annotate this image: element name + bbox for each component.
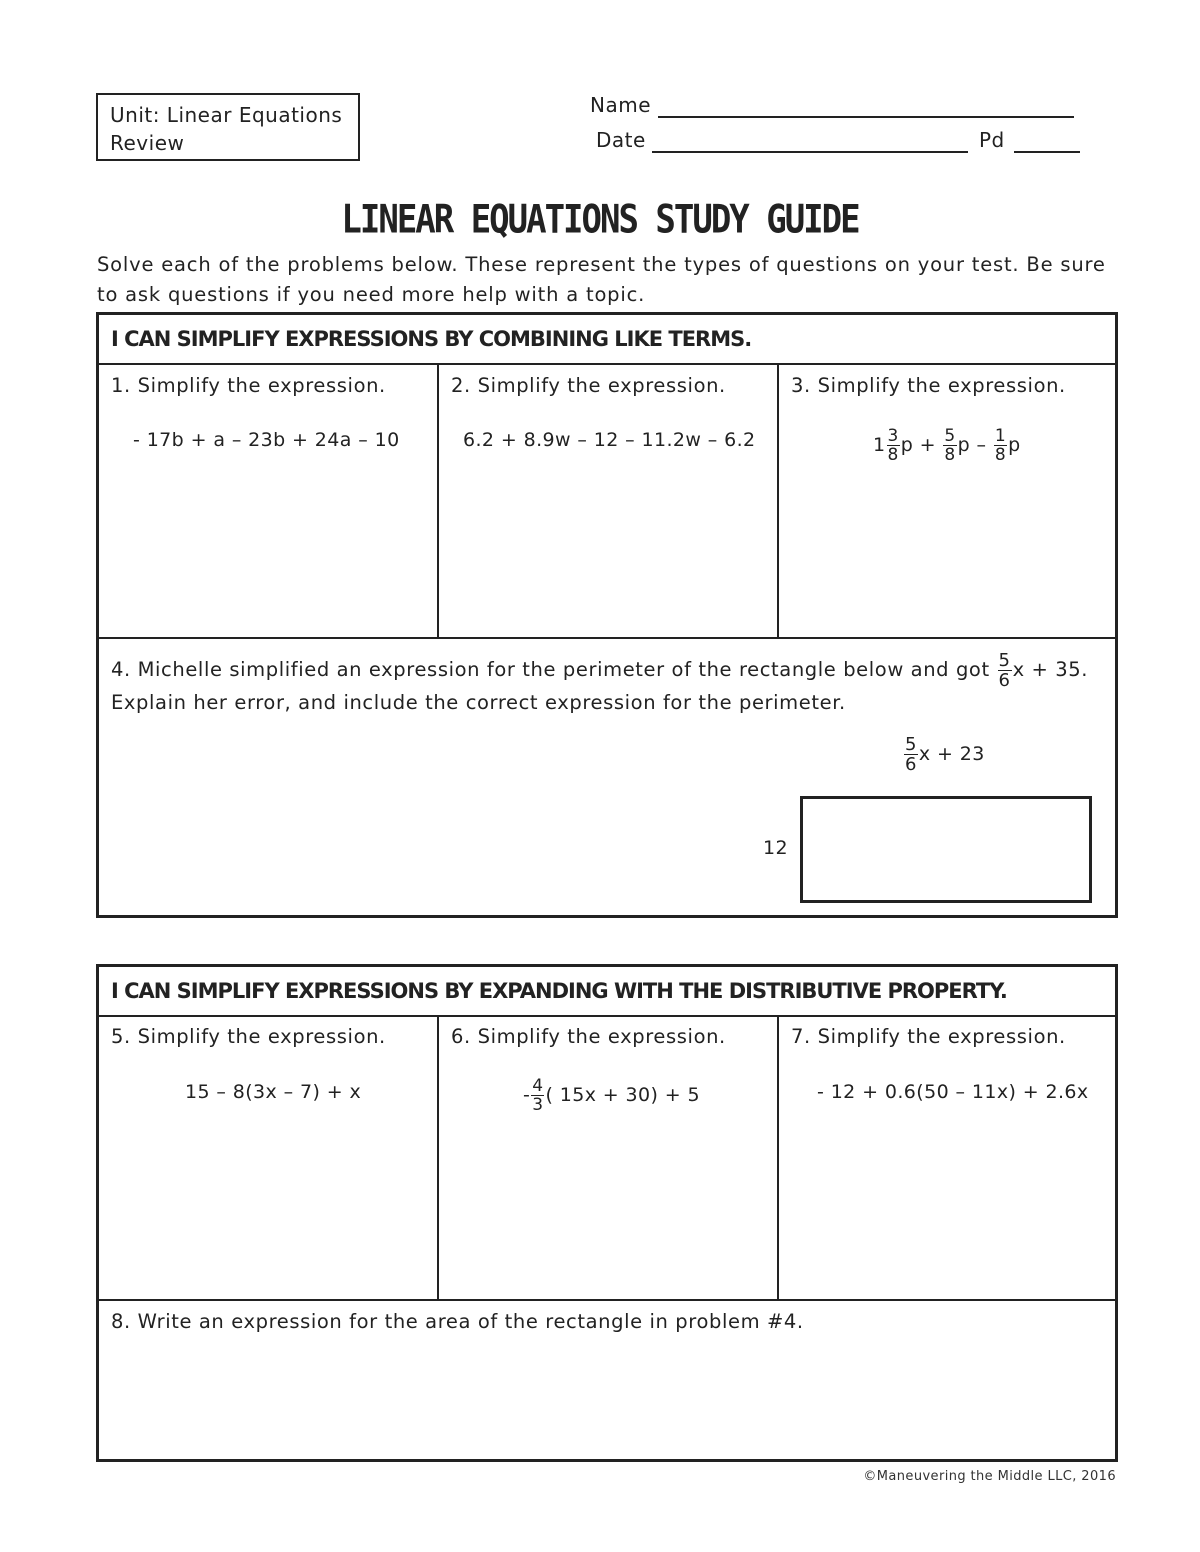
section-header: I CAN SIMPLIFY EXPRESSIONS BY COMBINING LIKE TERMS. [111, 327, 752, 351]
section-header: I CAN SIMPLIFY EXPRESSIONS BY EXPANDING WITH THE DISTRIBUTIVE PROPERTY. [111, 979, 1007, 1003]
name-field[interactable] [658, 116, 1074, 118]
divider [99, 637, 1115, 639]
rectangle-width-label: 12 [763, 837, 788, 859]
negative-sign: - [523, 1084, 531, 1106]
date-label: Date [596, 128, 646, 152]
problem-5-prompt: 5. Simplify the expression. [111, 1025, 386, 1048]
period-field[interactable] [1014, 151, 1080, 153]
divider [437, 363, 439, 639]
problem-3-expression [873, 427, 1021, 464]
problem-1-prompt: 1. Simplify the expression. [111, 374, 386, 397]
problem-2-prompt: 2. Simplify the expression. [451, 374, 726, 397]
problem-4-answer: x + 35. [1012, 658, 1089, 681]
divider [99, 363, 1115, 365]
problem-8-prompt: 8. Write an expression for the area of the rectangle in problem #4. [111, 1310, 804, 1333]
problem-7-expression: - 12 + 0.6(50 – 11x) + 2.6x [817, 1081, 1089, 1103]
section-distributive-property [96, 964, 1118, 1462]
problem-4-instruction: Explain her error, and include the correct expression for the perimeter. [111, 691, 846, 714]
expression-term: ( 15x + 30) + 5 [545, 1084, 701, 1106]
problem-4-prompt [111, 651, 1088, 690]
problem-1-expression: - 17b + a – 23b + 24a – 10 [133, 429, 400, 451]
unit-label: Unit: Linear Equations [110, 103, 343, 127]
fraction: $\frac{3}{8}$ [887, 426, 899, 465]
expression-term: p + [900, 434, 943, 456]
date-field[interactable] [652, 151, 968, 153]
expression-term: x + 23 [918, 743, 985, 765]
problem-5-expression: 15 – 8(3x – 7) + x [185, 1081, 362, 1103]
fraction: $\frac{5}{8}$ [944, 426, 956, 465]
page-title: LINEAR EQUATIONS STUDY GUIDE [341, 197, 859, 243]
whole-number: 1 [873, 434, 886, 456]
expression-term: p – [957, 434, 993, 456]
problem-4-text: 4. Michelle simplified an expression for the perimeter of the rectangle below and got [111, 658, 997, 681]
divider [777, 363, 779, 639]
name-label: Name [590, 93, 652, 117]
instructions: Solve each of the problems below. These represent the types of questions on your test. Be sure to ask questions if you need more help with a topic. [97, 253, 1106, 306]
rectangle-figure [800, 796, 1092, 903]
problem-6-prompt: 6. Simplify the expression. [451, 1025, 726, 1048]
problem-3-prompt: 3. Simplify the expression. [791, 374, 1066, 397]
divider [777, 1015, 779, 1301]
divider [437, 1015, 439, 1301]
divider [99, 1299, 1115, 1301]
rectangle-length-label [903, 735, 985, 774]
problem-2-expression: 6.2 + 8.9w – 12 – 11.2w – 6.2 [463, 429, 756, 451]
expression-term: p [1008, 434, 1021, 456]
divider [99, 1015, 1115, 1017]
unit-box [96, 93, 360, 161]
fraction: $\frac{5}{6}$ [905, 734, 917, 775]
section-combining-like-terms [96, 312, 1118, 918]
fraction: $\frac{4}{3}$ [532, 1076, 544, 1115]
fraction: $\frac{1}{8}$ [994, 426, 1007, 465]
problem-7-prompt: 7. Simplify the expression. [791, 1025, 1066, 1048]
problem-6-expression [523, 1077, 700, 1114]
unit-subtitle: Review [110, 131, 185, 155]
copyright: ©Maneuvering the Middle LLC, 2016 [863, 1469, 1116, 1484]
pd-label: Pd [979, 128, 1005, 152]
fraction: $\frac{5}{6}$ [998, 650, 1011, 691]
